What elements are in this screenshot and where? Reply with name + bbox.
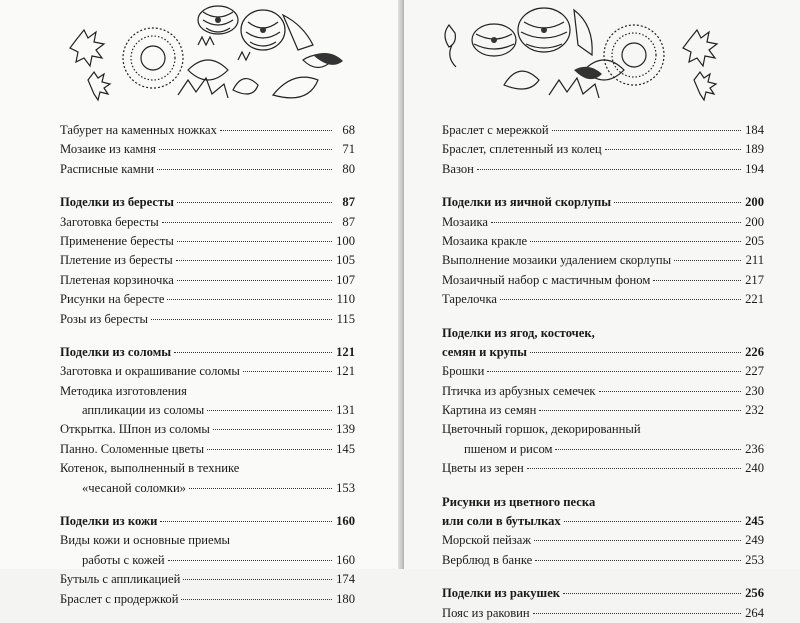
toc-entry [60, 160, 355, 179]
toc-entry [60, 531, 355, 550]
dot-leader [157, 169, 332, 170]
toc-entry [60, 362, 355, 381]
toc-page-number: 200 [745, 214, 764, 229]
toc-entry-title: Рисунки на бересте [60, 292, 165, 307]
toc-page-number: 131 [336, 403, 355, 418]
toc-entry [442, 213, 764, 232]
toc-page-number: 107 [336, 272, 355, 287]
toc-page-number: 184 [745, 123, 764, 137]
dot-leader [189, 488, 332, 489]
toc-entry-title: или соли в бутылках [442, 514, 561, 529]
toc-page-number: 245 [745, 514, 764, 529]
toc-entry-title: Плетеная корзиночка [60, 272, 174, 287]
toc-section-heading [60, 193, 355, 212]
dot-leader [220, 130, 332, 131]
toc-page-number: 153 [336, 480, 355, 495]
toc-entry [442, 251, 764, 270]
toc-page-number: 80 [342, 161, 355, 176]
toc-entry-title: Мозаика [442, 214, 489, 229]
toc-entry-title: Брошки [442, 364, 485, 379]
toc-entry [60, 310, 355, 329]
toc-entry [442, 121, 764, 140]
toc-entry [60, 401, 355, 420]
toc-entry-title: Поделки из ягод, косточек, [442, 325, 595, 340]
toc-entry [60, 232, 355, 251]
dot-leader [530, 352, 741, 353]
toc-entry-title: Панно. Соломенные цветы [60, 441, 205, 456]
dot-leader [605, 149, 741, 150]
toc-entry-title: Цветы из зерен [442, 461, 524, 476]
dot-leader [527, 468, 741, 469]
toc-entry-title: Применение бересты [60, 233, 174, 248]
toc-entry [60, 459, 355, 478]
toc-entry [60, 140, 355, 159]
toc-page-number: 217 [745, 272, 764, 287]
section-gap [442, 479, 764, 493]
toc-page-number: 105 [336, 253, 355, 268]
toc-entry [442, 401, 764, 420]
toc-page-number: 121 [336, 364, 355, 379]
toc-entry-title: Табурет на каменных ножках [60, 123, 217, 137]
toc-page-number: 227 [745, 364, 764, 379]
dot-leader [564, 521, 741, 522]
toc-entry-title: Поделки из ракушек [442, 586, 561, 601]
toc-page-number: 211 [745, 253, 764, 268]
toc-page-number: 249 [745, 533, 764, 548]
toc-entry [442, 362, 764, 381]
toc-page-number: 180 [336, 591, 355, 606]
section-gap [442, 570, 764, 584]
toc-page-number: 100 [336, 233, 355, 248]
toc-entry-title: Плетение из бересты [60, 253, 173, 268]
toc-entry-title: Поделки из соломы [60, 344, 172, 359]
toc-entry [442, 440, 764, 459]
dot-leader [181, 599, 332, 600]
toc-entry [442, 140, 764, 159]
toc-entry-title: Заготовка и окрашивание соломы [60, 364, 240, 379]
dot-leader [160, 521, 332, 522]
toc-page-number: 110 [336, 292, 355, 307]
dot-leader [487, 371, 741, 372]
toc-entry-title: Котенок, выполненный в технике [60, 461, 240, 476]
seashell-ornament-right [434, 0, 734, 108]
toc-entry-title: семян и крупы [442, 344, 528, 359]
toc-page-number: 145 [336, 441, 355, 456]
toc-entry-title: Браслет с продержкой [60, 591, 179, 606]
dot-leader [177, 280, 332, 281]
toc-page-number: 71 [342, 142, 355, 157]
toc-entry-title: пшеном и рисом [464, 441, 553, 456]
toc-entry-title: Рисунки из цветного песка [442, 494, 596, 509]
table-of-contents-left [60, 121, 355, 609]
dot-leader [563, 593, 741, 594]
toc-entry-title: Бутыль с аппликацией [60, 572, 181, 587]
toc-section-heading [442, 493, 764, 512]
dot-leader [539, 410, 741, 411]
toc-entry [60, 590, 355, 609]
dot-leader [535, 560, 741, 561]
left-page [0, 0, 404, 606]
toc-entry [442, 459, 764, 478]
toc-entry-title: Пояс из раковин [442, 605, 530, 620]
toc-entry-title: Заготовка бересты [60, 214, 159, 229]
toc-page-number: 139 [336, 422, 355, 437]
toc-page-number: 221 [745, 292, 764, 307]
toc-entry [442, 290, 764, 309]
section-gap [60, 498, 355, 512]
toc-page-number: 121 [336, 344, 355, 359]
toc-entry [60, 570, 355, 589]
toc-entry [60, 382, 355, 401]
toc-entry [60, 479, 355, 498]
toc-page-number: 226 [745, 344, 764, 359]
dot-leader [183, 579, 332, 580]
dot-leader [534, 540, 741, 541]
toc-entry-title: Браслет с мережкой [442, 123, 549, 137]
toc-entry-title: Вазон [442, 161, 474, 176]
toc-entry [60, 440, 355, 459]
toc-entry [442, 160, 764, 179]
toc-entry-title: Расписные камни [60, 161, 155, 176]
dot-leader [207, 449, 332, 450]
dot-leader [176, 260, 332, 261]
section-gap [60, 329, 355, 343]
toc-page-number: 160 [336, 514, 355, 529]
toc-entry-title: Поделки из кожи [60, 514, 158, 529]
dot-leader [555, 449, 741, 450]
toc-entry-title: Тарелочка [442, 292, 497, 307]
toc-section-heading [60, 512, 355, 531]
toc-section-heading [442, 512, 764, 531]
dot-leader [159, 149, 332, 150]
toc-entry-title: Поделки из бересты [60, 195, 174, 210]
toc-page-number: 115 [336, 311, 355, 326]
dot-leader [213, 429, 332, 430]
toc-entry [442, 551, 764, 570]
toc-entry-title: Верблюд в банке [442, 552, 533, 567]
toc-page-number: 253 [745, 552, 764, 567]
toc-section-heading [442, 193, 764, 212]
toc-entry-title: Поделки из яичной скорлупы [442, 195, 612, 210]
toc-entry-title: Морской пейзаж [442, 533, 532, 548]
toc-entry-title: Виды кожи и основные приемы [60, 533, 231, 548]
toc-page-number: 87 [342, 214, 355, 229]
toc-entry [60, 420, 355, 439]
dot-leader [168, 560, 332, 561]
toc-page-number: 230 [745, 383, 764, 398]
toc-entry [60, 251, 355, 270]
toc-page-number: 240 [745, 461, 764, 476]
toc-entry-title: Открытка. Шпон из соломы [60, 422, 210, 437]
toc-entry [60, 121, 355, 140]
toc-section-heading [442, 343, 764, 362]
toc-entry-title: Выполнение мозаики удалением скорлупы [442, 253, 672, 268]
dot-leader [477, 169, 741, 170]
toc-page-number: 205 [745, 233, 764, 248]
dot-leader [491, 222, 741, 223]
toc-entry-title: аппликации из соломы [82, 403, 205, 418]
toc-page-number: 174 [336, 572, 355, 587]
toc-entry [442, 531, 764, 550]
toc-entry [60, 213, 355, 232]
section-gap [60, 179, 355, 193]
dot-leader [151, 319, 332, 320]
dot-leader [177, 202, 332, 203]
toc-entry [442, 382, 764, 401]
toc-entry-title: Розы из бересты [60, 311, 149, 326]
dot-leader [653, 280, 741, 281]
toc-page-number: 236 [745, 441, 764, 456]
toc-entry [60, 271, 355, 290]
toc-page-number: 68 [342, 123, 355, 137]
toc-entry [442, 604, 764, 623]
table-of-contents-right [442, 121, 764, 623]
toc-entry-title: Цветочный горшок, декорированный [442, 422, 641, 437]
toc-entry [60, 551, 355, 570]
toc-entry [442, 271, 764, 290]
dot-leader [162, 222, 332, 223]
toc-page-number: 256 [745, 586, 764, 601]
dot-leader [614, 202, 741, 203]
dot-leader [207, 410, 332, 411]
section-gap [442, 179, 764, 193]
dot-leader [599, 391, 741, 392]
dot-leader [533, 613, 741, 614]
dot-leader [552, 130, 741, 131]
toc-page-number: 194 [745, 161, 764, 176]
toc-entry [60, 290, 355, 309]
dot-leader [674, 260, 741, 261]
toc-section-heading [60, 343, 355, 362]
toc-entry-title: Птичка из арбузных семечек [442, 383, 596, 398]
dot-leader [500, 299, 741, 300]
toc-entry-title: Методика изготовления [60, 383, 187, 398]
toc-entry-title: «чесаной соломки» [82, 480, 186, 495]
toc-entry-title: Мозаика кракле [442, 233, 528, 248]
dot-leader [167, 299, 332, 300]
toc-entry-title: Мозаичный набор с мастичным фоном [442, 272, 651, 287]
toc-section-heading [442, 584, 764, 603]
toc-entry-title: Мозаике из камня [60, 142, 156, 157]
dot-leader [174, 352, 332, 353]
toc-entry [442, 420, 764, 439]
seashell-ornament-left [58, 0, 358, 108]
toc-entry-title: Картина из семян [442, 403, 537, 418]
toc-page-number: 189 [745, 142, 764, 157]
toc-page-number: 200 [745, 195, 764, 210]
toc-page-number: 87 [342, 195, 355, 210]
toc-page-number: 232 [745, 403, 764, 418]
toc-entry [442, 232, 764, 251]
dot-leader [530, 241, 741, 242]
section-gap [442, 310, 764, 324]
toc-page-number: 264 [745, 605, 764, 620]
toc-entry-title: Браслет, сплетенный из колец [442, 142, 602, 157]
toc-entry-title: работы с кожей [82, 552, 165, 567]
toc-page-number: 160 [336, 552, 355, 567]
dot-leader [177, 241, 332, 242]
right-page [404, 0, 800, 620]
toc-section-heading [442, 324, 764, 343]
dot-leader [243, 371, 332, 372]
